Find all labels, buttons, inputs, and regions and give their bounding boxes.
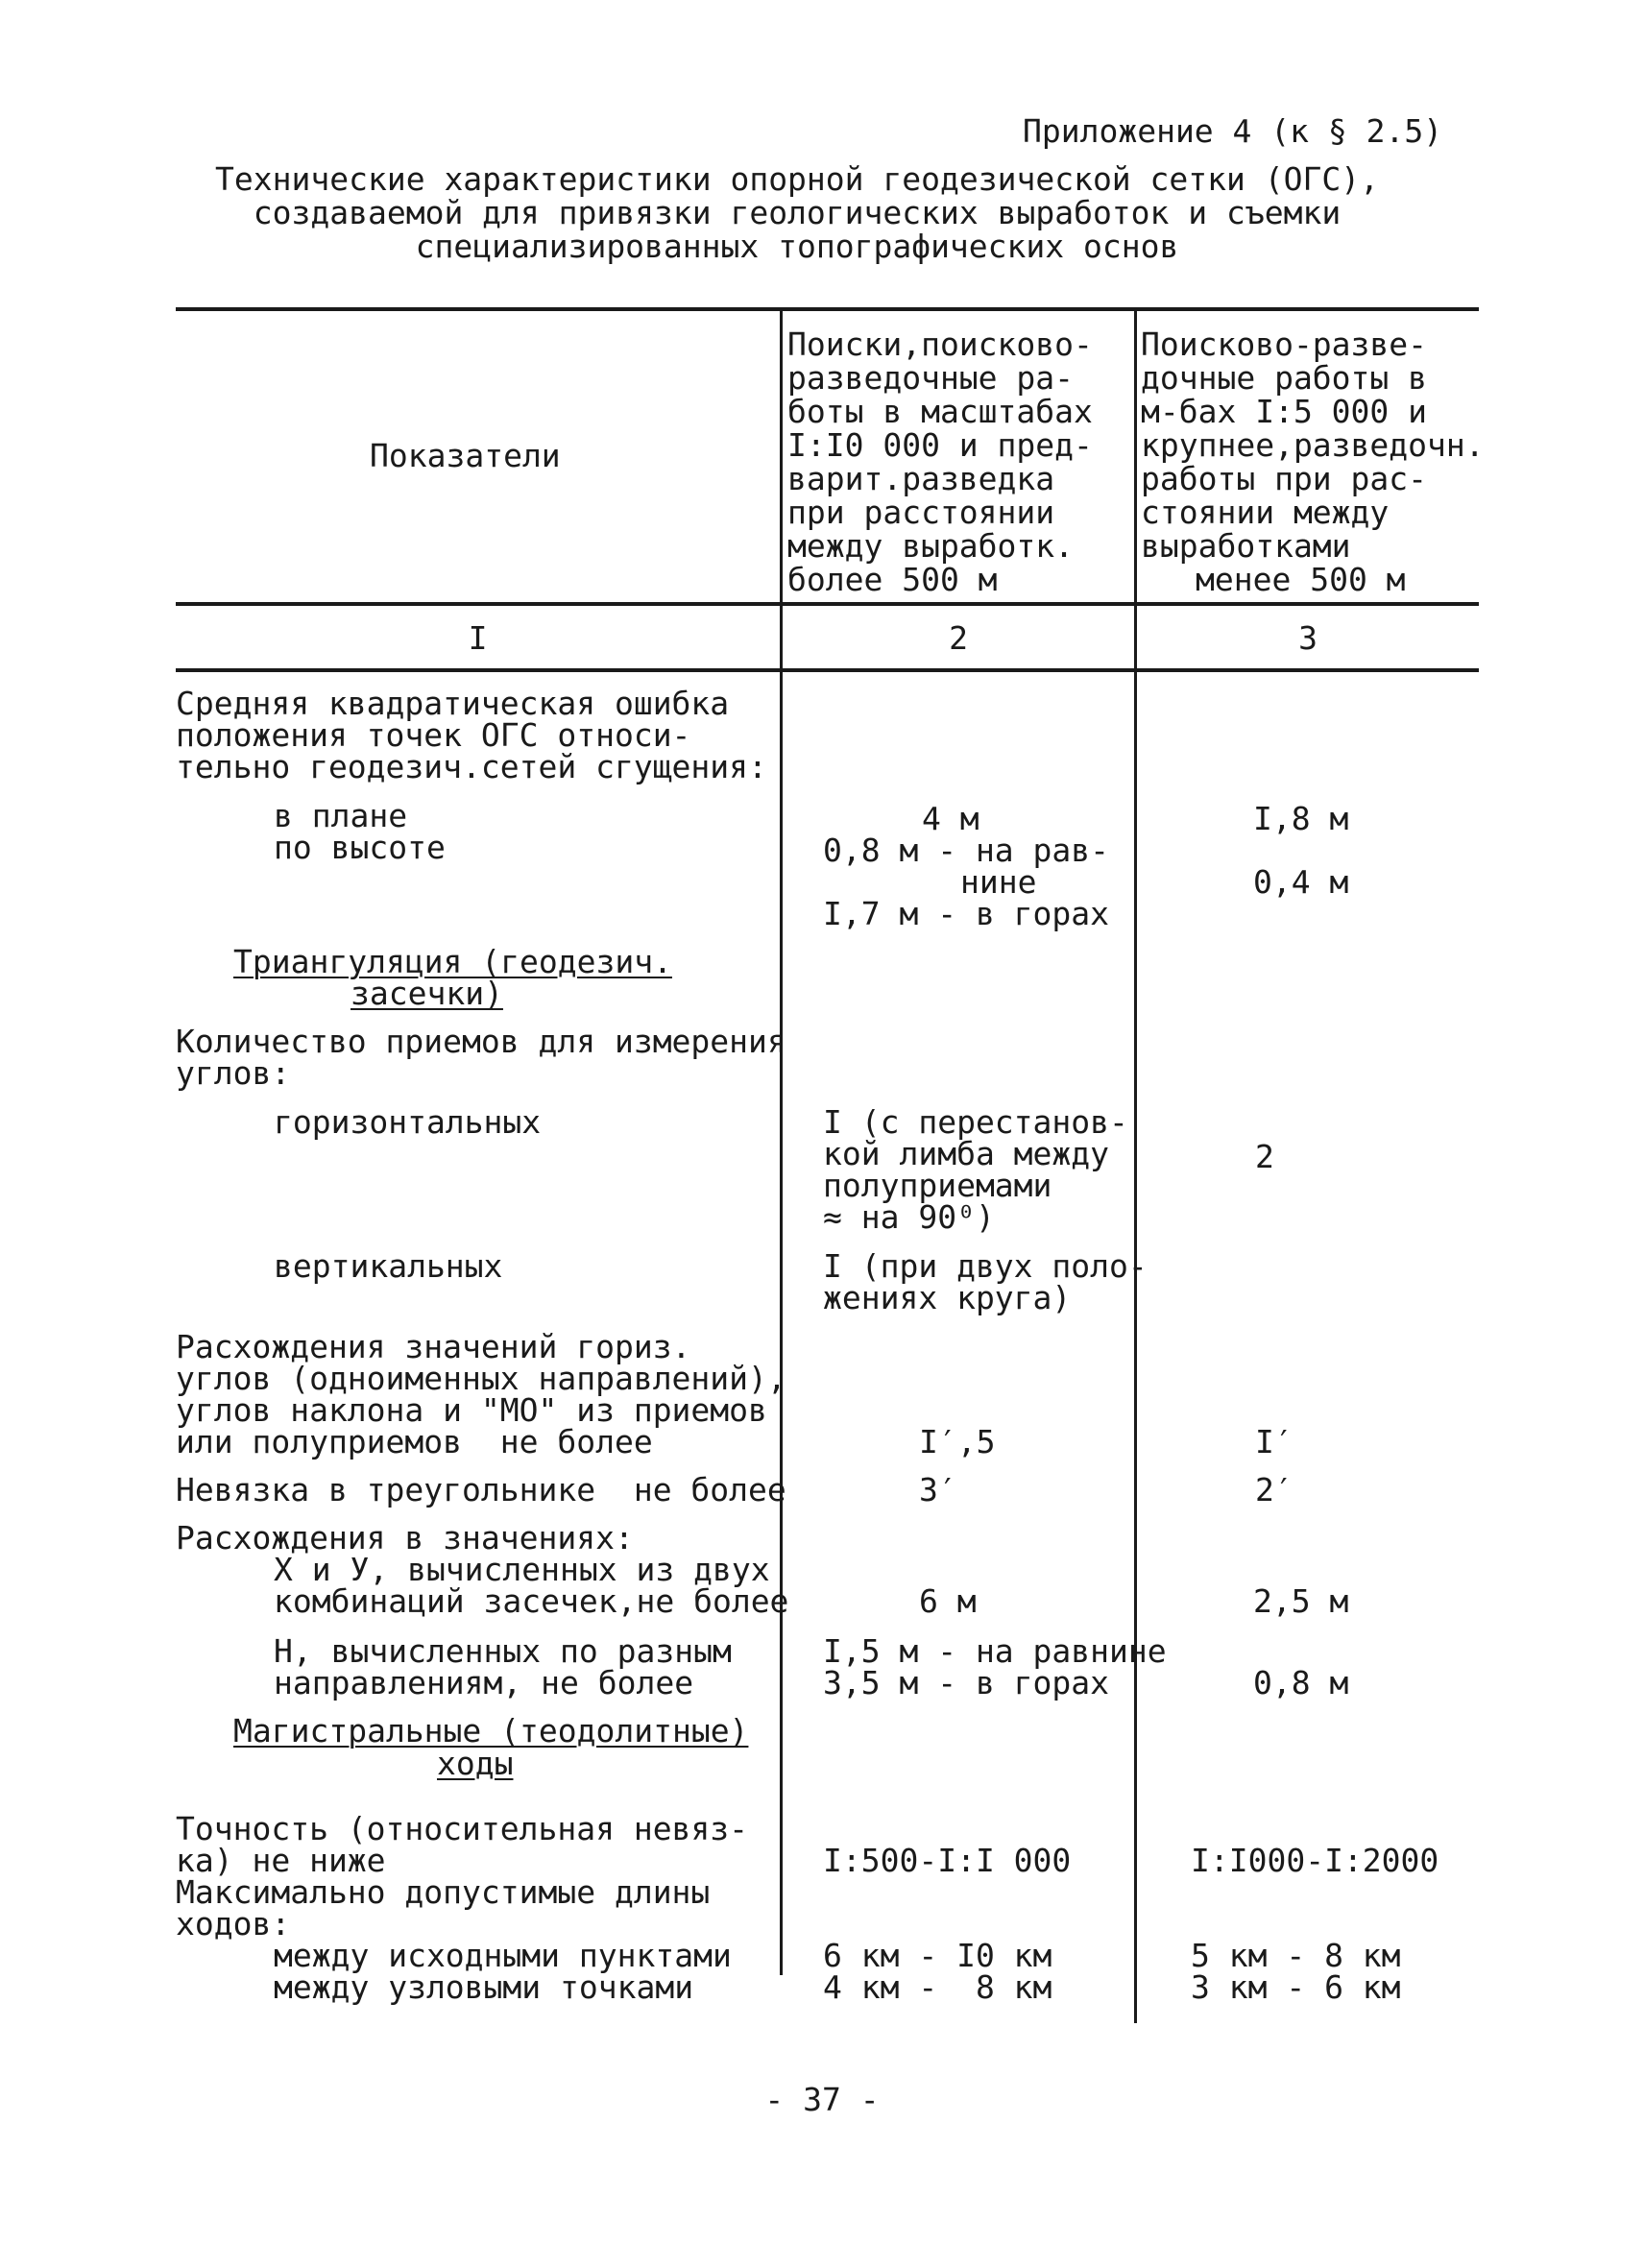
column-header-indicators: Показатели <box>370 437 561 474</box>
traverse-title-line: Магистральные (теодолитные) <box>233 1712 749 1749</box>
triangulation-title-line: Триангуляция (геодезич. <box>233 943 672 980</box>
col3-header-line: Поисково-разве- <box>1141 326 1428 363</box>
between-nodes-label: между узловыми точками <box>274 1968 694 2006</box>
column-number-3: 3 <box>1298 619 1318 657</box>
col3-header-line: работы при рас- <box>1141 460 1428 497</box>
xy-col3: 2,5 м <box>1253 1582 1349 1620</box>
xy-col2: 6 м <box>919 1582 977 1620</box>
between-source-points-col3: 5 км - 8 км <box>1191 1937 1401 1974</box>
traverse-title-line: ходы <box>437 1745 514 1782</box>
triangle-misclosure-col2: 3′ <box>919 1471 957 1508</box>
column-divider-1 <box>780 309 783 1975</box>
error-heading-line: положения точек ОГС относи- <box>176 716 691 754</box>
discrepancy-col2: I′,5 <box>919 1423 996 1460</box>
max-length-line: ходов: <box>176 1905 291 1942</box>
h-col3: 0,8 м <box>1253 1664 1349 1701</box>
doc-title-line-3: специализированных топографических основ <box>415 228 1179 265</box>
horizontal-col2-line: ≈ на 90⁰) <box>823 1198 995 1236</box>
horizontal-col2-line: кой лимба между <box>823 1135 1110 1172</box>
vertical-col2-line: I (при двух поло- <box>823 1247 1148 1285</box>
discrepancy-line: или полуприемов не более <box>176 1423 653 1460</box>
height-value-col2-line: нине <box>960 863 1037 901</box>
page-number: - 37 - <box>764 2081 880 2118</box>
plan-label: в плане <box>274 797 408 834</box>
max-length-line: Максимально допустимые длины <box>176 1873 711 1911</box>
col2-header-line: Поиски,поисково- <box>787 326 1093 363</box>
plan-value-col2: 4 м <box>922 800 979 837</box>
col3-header-line: дочные работы в <box>1141 359 1428 397</box>
col3-header-line: крупнее,разведочн. <box>1141 426 1485 464</box>
numbers-bottom-rule <box>176 668 1479 672</box>
triangle-misclosure-col3: 2′ <box>1255 1471 1293 1508</box>
doc-title-line-1: Технические характеристики опорной геодезической сетки (ОГС), <box>215 160 1379 198</box>
column-divider-2 <box>1134 309 1137 2023</box>
between-source-points-col2: 6 км - I0 км <box>823 1937 1052 1974</box>
triangulation-title-line: засечки) <box>351 975 503 1012</box>
col3-header-line: выработками <box>1141 527 1351 565</box>
height-label: по высоте <box>274 829 446 866</box>
values-heading: Расхождения в значениях: <box>176 1519 634 1556</box>
between-source-points-label: между исходными пунктами <box>274 1937 732 1974</box>
h-col2-line: I,5 м - на равнине <box>823 1632 1167 1670</box>
header-bottom-rule <box>176 602 1479 606</box>
col2-header-line: разведочные ра- <box>787 359 1075 397</box>
discrepancy-col3: I′ <box>1255 1423 1293 1460</box>
h-label-line: направлениям, не более <box>274 1664 694 1701</box>
col2-header-line: при расстоянии <box>787 494 1055 531</box>
col3-header-line: стоянии между <box>1141 494 1390 531</box>
discrepancy-line: углов (одноименных направлений), <box>176 1360 786 1397</box>
accuracy-label-line: ка) не ниже <box>176 1842 386 1879</box>
height-value-col2-line: 0,8 м - на рав- <box>823 832 1110 869</box>
accuracy-label-line: Точность (относительная невяз- <box>176 1810 749 1847</box>
column-number-2: 2 <box>949 619 968 657</box>
h-label-line: Н, вычисленных по разным <box>274 1632 732 1670</box>
col2-header-line: боты в масштабах <box>787 393 1093 430</box>
error-heading-line: Средняя квадратическая ошибка <box>176 685 730 722</box>
receptions-line: Количество приемов для измерения <box>176 1023 786 1060</box>
vertical-label: вертикальных <box>274 1247 503 1285</box>
between-nodes-col2: 4 км - 8 км <box>823 1968 1052 2006</box>
accuracy-col2: I:500-I:I 000 <box>823 1842 1072 1879</box>
doc-title-line-2: создаваемой для привязки геологических выработок и съемки <box>253 194 1342 231</box>
table-top-rule <box>176 307 1479 311</box>
receptions-line: углов: <box>176 1054 291 1092</box>
between-nodes-col3: 3 км - 6 км <box>1191 1968 1401 2006</box>
col2-header-line: между выработк. <box>787 527 1075 565</box>
error-heading-line: тельно геодезич.сетей сгущения: <box>176 748 767 785</box>
horizontal-col2-line: полуприемами <box>823 1167 1052 1204</box>
plan-value-col3: I,8 м <box>1253 800 1349 837</box>
height-value-col3: 0,4 м <box>1253 863 1349 901</box>
horizontal-col2-line: I (с перестанов- <box>823 1103 1128 1141</box>
col3-header-line: менее 500 м <box>1196 561 1406 598</box>
triangle-misclosure-label: Невязка в треугольнике не более <box>176 1471 786 1508</box>
discrepancy-line: углов наклона и "МО" из приемов <box>176 1391 767 1429</box>
accuracy-col3: I:I000-I:2000 <box>1191 1842 1439 1879</box>
xy-label-line: X и У, вычисленных из двух <box>274 1551 770 1588</box>
h-col2-line: 3,5 м - в горах <box>823 1664 1110 1701</box>
column-number-1: I <box>468 619 488 657</box>
appendix-label: Приложение 4 (к § 2.5) <box>1023 112 1443 150</box>
horizontal-label: горизонтальных <box>274 1103 542 1141</box>
col2-header-line: варит.разведка <box>787 460 1055 497</box>
col2-header-line: более 500 м <box>787 561 998 598</box>
col3-header-line: м-бах I:5 000 и <box>1141 393 1428 430</box>
xy-label-line: комбинаций засечек,не более <box>274 1582 789 1620</box>
vertical-col2-line: жениях круга) <box>823 1279 1072 1316</box>
discrepancy-line: Расхождения значений гориз. <box>176 1328 691 1365</box>
horizontal-col3: 2 <box>1255 1138 1274 1175</box>
height-value-col2-line: I,7 м - в горах <box>823 895 1110 932</box>
col2-header-line: I:I0 000 и пред- <box>787 426 1093 464</box>
